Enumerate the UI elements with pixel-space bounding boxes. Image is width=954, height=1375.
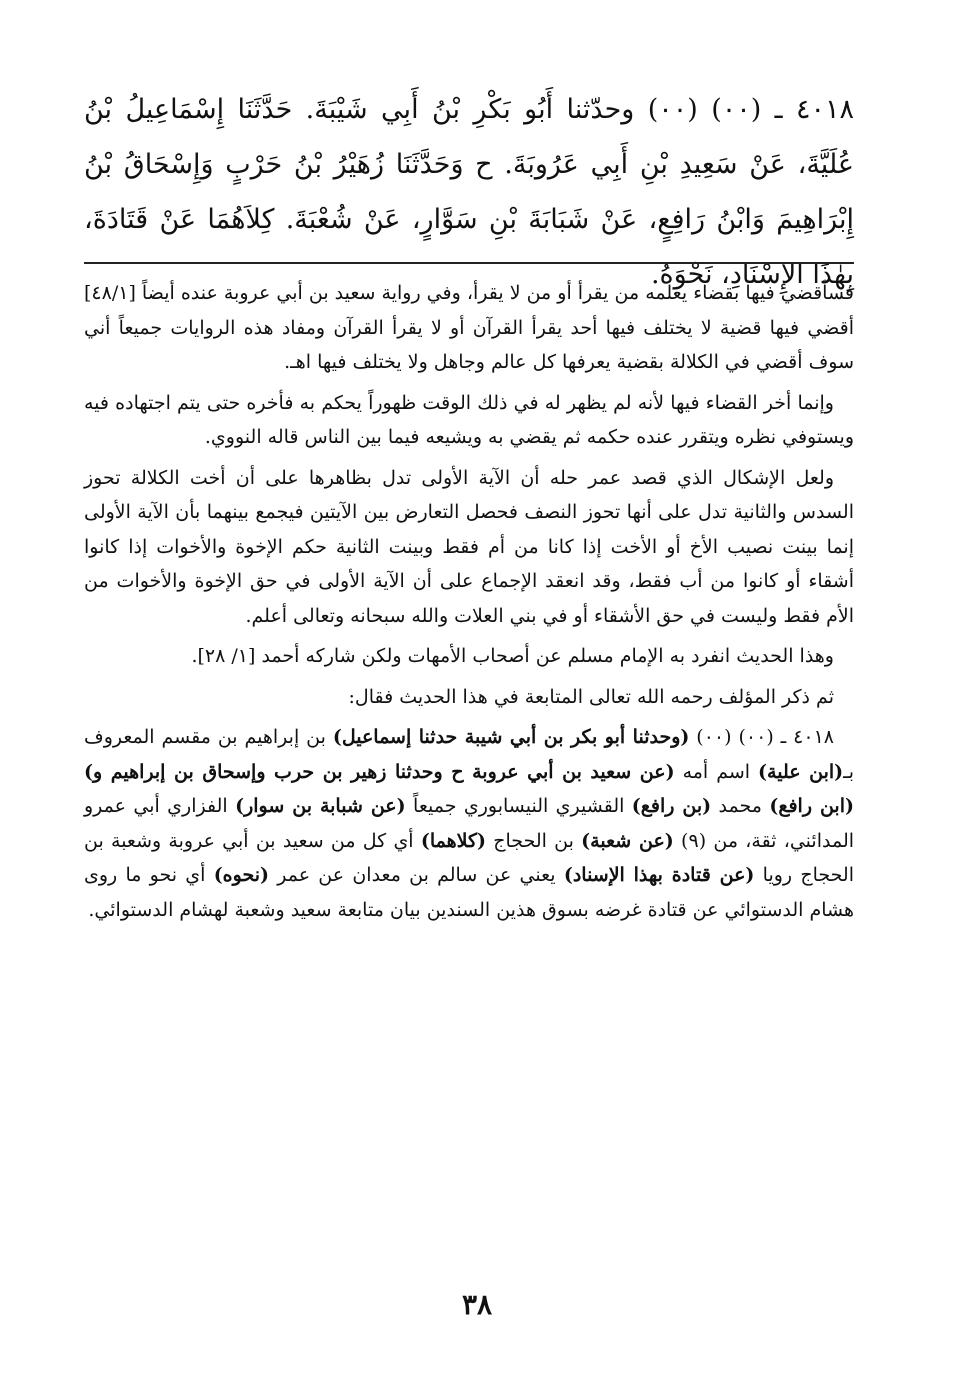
matn-quote: (كلاهما) xyxy=(420,829,486,852)
explanation-text: أي كل من سعيد بن أبي عروبة وشعبة بن الحجاج رويا xyxy=(84,829,854,886)
matn-quote: (نحوه) xyxy=(213,864,269,886)
explanation-text: بن الحجاج xyxy=(486,829,582,852)
matn-quote: (ابن رافع) xyxy=(769,795,854,817)
matn-quote: (ابن علية) xyxy=(758,760,844,783)
footnote-separator-line xyxy=(84,262,854,264)
matn-quote: (بن رافع) xyxy=(631,795,712,817)
explanation-text: القشيري النيسابوري جميعاً xyxy=(405,795,632,817)
hadith-text: ٤٠١٨ ـ (٠٠) (٠٠) وحدّثنا أَبُو بَكْرِ بْنُ أَبِي شَيْبَةَ. حَدَّثَنَا إِسْمَاعِيلُ بْنُ عُلَيَّةَ، عَنْ سَعِيدِ بْنِ أَبِي عَرُوبَةَ. ح وَحَدَّثَنَا زُهَيْرُ بْنُ حَرْبٍ وَإِسْحَاقُ بْنُ إِبْرَاهِيمَ وَابْنُ رَافِعٍ، عَنْ شَبَابَةَ بْنِ سَوَّارٍ، عَنْ شُعْبَةَ. كِلاَهُمَا عَنْ قَتَادَةَ، بِهٰذَا الإِسْنَادِ، نَحْوَهُ. xyxy=(84,94,855,290)
commentary-paragraph-1: فسأقضي فيها بقضاء يعلمه من يقرأ أو من لا يقرأ، وفي رواية سعيد بن أبي عروبة عنده أيضاً [٤٨/١] أقضي فيها قضية لا يختلف فيها أحد يقرأ القرآن أو لا يقرأ القرآن ومفاد هذه الروايات جميعاً أني سوف أقضي في الكلالة بقضية يعرفها كل عالم وجاهل ولا يختلف فيها اهـ. xyxy=(84,282,854,373)
explanation-text: محمد xyxy=(711,795,770,817)
explanation-text: بن إبراهيم بن مقسم المعروف بـ xyxy=(84,726,855,783)
hadith-text-block xyxy=(84,82,854,302)
commentary-paragraph-3: ولعل الإشكال الذي قصد عمر حله أن الآية الأولى تدل بظاهرها على أن أخت الكلالة تحوز السدس والثانية تدل على أنها تحوز النصف فحصل التعارض بين الآيتين فيجمع بينهما بأن الآية الأولى إنما بينت نصيب الأخ أو الأخت إذا كانا من أم فقط وبينت الثانية حكم الإخوة والأخوات إذا كانوا أشقاء أو كانوا من أب فقط، وقد انعقد الإجماع على أن الآية الأولى في حق الإخوة والأخوات من الأم فقط وليست في حق الأشقاء أو في بني العلات والله سبحانه وتعالى أعلم. xyxy=(84,466,854,627)
matn-quote: (عن شعبة) xyxy=(581,829,674,852)
explanation-text: أي نحو ما روى هشام الدستوائي عن قتادة غرضه بسوق هذين السندين بيان متابعة سعيد وشعبة لهشام الدستوائي. xyxy=(84,864,854,921)
explanation-text: الفزاري أبي عمرو المدائني، ثقة، من (٩) xyxy=(84,795,855,852)
explanation-text: يعني عن سالم بن معدان عن عمر xyxy=(269,864,564,886)
matn-quote: (عن شبابة بن سوار) xyxy=(235,795,406,817)
commentary-paragraph-5: ثم ذكر المؤلف رحمه الله تعالى المتابعة في هذا الحديث فقال: xyxy=(348,685,834,708)
commentary-paragraph-4: وهذا الحديث انفرد به الإمام مسلم عن أصحاب الأمهات ولكن شاركه أحمد [١/ ٢٨]. xyxy=(191,645,834,667)
commentary-paragraph-6 xyxy=(84,720,854,927)
commentary-block xyxy=(84,276,854,933)
explanation-text: اسم أمه xyxy=(674,760,759,783)
matn-quote: (وحدثنا أبو بكر بن أبي شيبة حدثنا إسماعيل) xyxy=(332,726,690,748)
matn-quote: (عن سعيد بن أبي عروبة ح وحدثنا زهير بن حرب وإسحاق بن إبراهيم و) xyxy=(84,760,675,783)
page-number: ٣٨ xyxy=(461,1288,493,1321)
hadith-number: ٤٠١٨ ـ (٠٠) (٠٠) xyxy=(689,726,834,748)
commentary-paragraph-2: وإنما أخر القضاء فيها لأنه لم يظهر له في ذلك الوقت ظهوراً يحكم به فأخره حتى يتم اجتهاده فيه ويستوفي نظره ويتقرر عنده حكمه ثم يقضي به ويشيعه فيما بين الناس قاله النووي. xyxy=(84,391,854,448)
matn-quote: (عن قتادة بهذا الإسناد) xyxy=(563,864,755,886)
